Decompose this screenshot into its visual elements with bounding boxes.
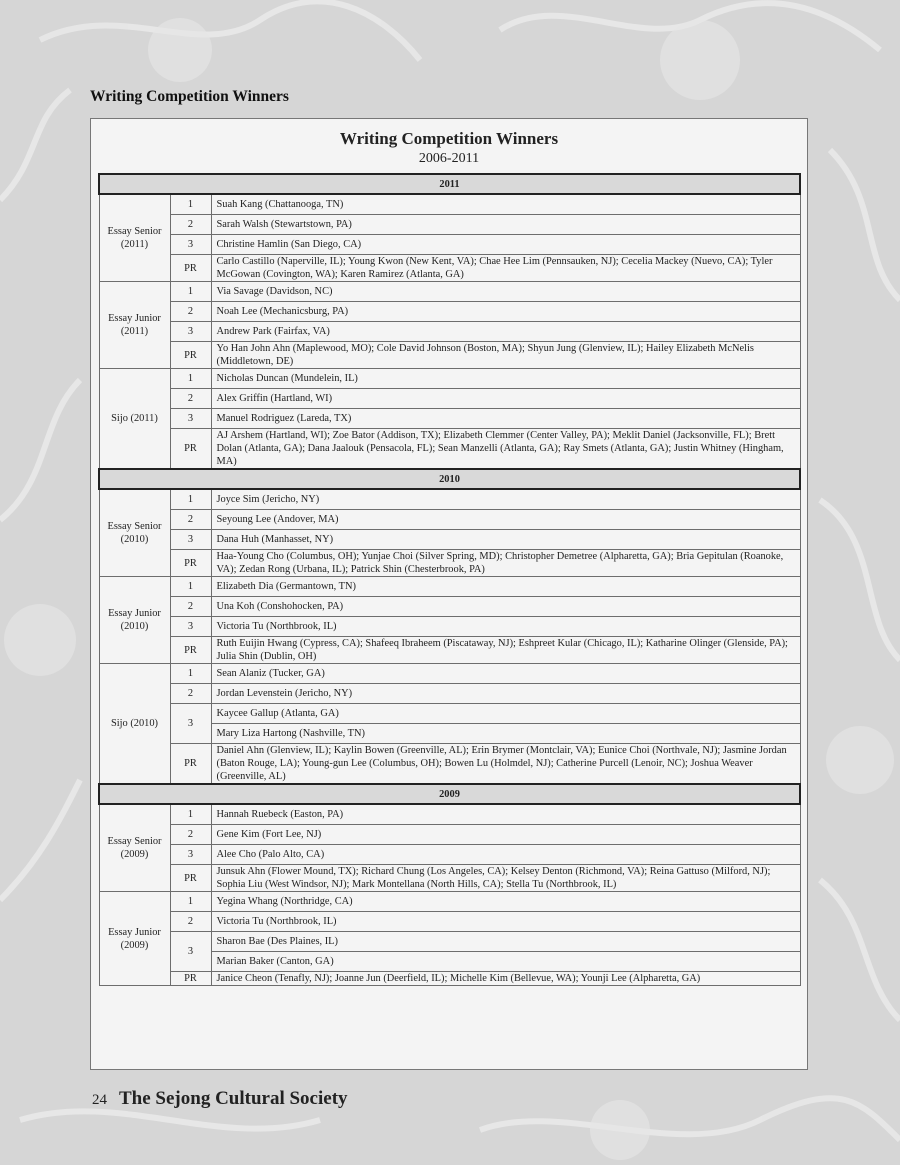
place-cell: 1	[170, 489, 211, 510]
winner-names-cell: Elizabeth Dia (Germantown, TN)	[211, 577, 800, 597]
winner-names-cell: Una Koh (Conshohocken, PA)	[211, 597, 800, 617]
winner-names-cell: Nicholas Duncan (Mundelein, IL)	[211, 369, 800, 389]
category-label: Essay Senior (2011)	[99, 194, 170, 282]
winner-names-cell: Victoria Tu (Northbrook, IL)	[211, 912, 800, 932]
winner-names-cell: Noah Lee (Mechanicsburg, PA)	[211, 302, 800, 322]
table-row	[99, 597, 800, 617]
place-cell: PR	[170, 744, 211, 785]
table-row	[99, 972, 800, 986]
place-cell: 1	[170, 577, 211, 597]
place-cell: 2	[170, 684, 211, 704]
place-cell: 2	[170, 215, 211, 235]
winner-names-cell: Daniel Ahn (Glenview, IL); Kaylin Bowen (Greenville, AL); Erin Brymer (Montclair, VA); Eunice Choi (Northvale, NJ); Jasmine Jordan (Baton Rouge, LA); Young-gun Lee (Columbus, OH); Bowen Lu (Holmdel, NJ); Catherine Purcell (Lenoir, NC); Joshua Weaver (Greenville, AL)	[211, 744, 800, 785]
place-cell: 3	[170, 235, 211, 255]
winner-names-cell: Dana Huh (Manhasset, NY)	[211, 530, 800, 550]
table-row	[99, 510, 800, 530]
place-cell: 1	[170, 664, 211, 684]
winner-names-cell: Marian Baker (Canton, GA)	[211, 952, 800, 972]
year-header-row	[99, 784, 800, 804]
place-cell: PR	[170, 429, 211, 470]
category-label: Essay Senior (2009)	[99, 804, 170, 892]
place-cell: 3	[170, 932, 211, 972]
place-cell: 3	[170, 530, 211, 550]
table-row	[99, 892, 800, 912]
winner-names-cell: Janice Cheon (Tenafly, NJ); Joanne Jun (Deerfield, IL); Michelle Kim (Bellevue, WA); Younji Lee (Alpharetta, GA)	[211, 972, 800, 986]
table-row	[99, 804, 800, 825]
place-cell: 2	[170, 302, 211, 322]
category-label: Sijo (2011)	[99, 369, 170, 470]
table-row	[99, 194, 800, 215]
winner-names-cell: Yo Han John Ahn (Maplewood, MO); Cole David Johnson (Boston, MA); Shyun Jung (Glenview, IL); Hailey Elizabeth McNelis (Middletown, DE)	[211, 342, 800, 369]
place-cell: 1	[170, 194, 211, 215]
winner-names-cell: Suah Kang (Chattanooga, TN)	[211, 194, 800, 215]
winner-names-cell: Yegina Whang (Northridge, CA)	[211, 892, 800, 912]
winner-names-cell: Alex Griffin (Hartland, WI)	[211, 389, 800, 409]
table-row	[99, 389, 800, 409]
table-row	[99, 235, 800, 255]
place-cell: 3	[170, 704, 211, 744]
place-cell: 3	[170, 617, 211, 637]
table-row	[99, 932, 800, 952]
winner-names-cell: Sarah Walsh (Stewartstown, PA)	[211, 215, 800, 235]
winner-names-cell: Hannah Ruebeck (Easton, PA)	[211, 804, 800, 825]
table-row	[99, 637, 800, 664]
winner-names-cell: Manuel Rodriguez (Lareda, TX)	[211, 409, 800, 429]
place-cell: 2	[170, 597, 211, 617]
table-row	[99, 550, 800, 577]
table-row	[99, 409, 800, 429]
winner-names-cell: AJ Arshem (Hartland, WI); Zoe Bator (Addison, TX); Elizabeth Clemmer (Center Valley, PA); Meklit Daniel (Jacksonville, FL); Brett Dolan (Atlanta, GA); Dana Jaalouk (Pensacola, FL); Sean Manzelli (Atlanta, GA); Ray Smets (Atlanta, GA); Justin Whitney (Hingham, MA)	[211, 429, 800, 470]
winner-names-cell: Jordan Levenstein (Jericho, NY)	[211, 684, 800, 704]
winner-names-cell: Joyce Sim (Jericho, NY)	[211, 489, 800, 510]
place-cell: 2	[170, 825, 211, 845]
table-row	[99, 684, 800, 704]
table-row	[99, 255, 800, 282]
winner-names-cell: Andrew Park (Fairfax, VA)	[211, 322, 800, 342]
table-row	[99, 704, 800, 724]
organization-name: The Sejong Cultural Society	[119, 1088, 348, 1109]
panel-subtitle: 2006-2011	[418, 151, 480, 166]
winner-names-cell: Carlo Castillo (Naperville, IL); Young Kwon (New Kent, VA); Chae Hee Lim (Pennsauken, NJ); Cecelia Mackey (Nuevo, CA); Tyler McGowan (Covington, WA); Karen Ramirez (Atlanta, GA)	[211, 255, 800, 282]
table-row	[99, 825, 800, 845]
panel-title: Writing Competition Winners	[339, 129, 559, 148]
table-row	[99, 302, 800, 322]
winner-names-cell: Junsuk Ahn (Flower Mound, TX); Richard Chung (Los Angeles, CA); Kelsey Denton (Richmond, VA); Reina Gattuso (Milford, NJ); Sophia Liu (West Windsor, NJ); Mark Montellana (North Hills, CA); Stella Tu (Northbrook, IL)	[211, 865, 800, 892]
table-row	[99, 282, 800, 302]
category-label: Essay Junior (2009)	[99, 892, 170, 986]
winners-table	[98, 173, 801, 986]
winners-panel	[90, 118, 808, 1070]
table-row	[99, 664, 800, 684]
winner-names-cell: Haa-Young Cho (Columbus, OH); Yunjae Choi (Silver Spring, MD); Christopher Demetree (Alpharetta, GA); Bria Gepitulan (Roanoke, VA); Zedan Rong (Urbana, IL); Patrick Shin (Chesterbrook, PA)	[211, 550, 800, 577]
year-heading: 2011	[99, 174, 800, 194]
page-footer	[92, 1088, 348, 1110]
category-label: Essay Junior (2010)	[99, 577, 170, 664]
table-row	[99, 845, 800, 865]
place-cell: 3	[170, 322, 211, 342]
page-number: 24	[92, 1092, 107, 1108]
table-row	[99, 865, 800, 892]
table-row	[99, 322, 800, 342]
winner-names-cell: Sean Alaniz (Tucker, GA)	[211, 664, 800, 684]
winner-names-cell: Sharon Bae (Des Plaines, IL)	[211, 932, 800, 952]
page-header-title: Writing Competition Winners	[90, 88, 289, 105]
year-heading: 2009	[99, 784, 800, 804]
table-row	[99, 489, 800, 510]
table-row	[99, 369, 800, 389]
place-cell: 1	[170, 282, 211, 302]
winner-names-cell: Seyoung Lee (Andover, MA)	[211, 510, 800, 530]
place-cell: 1	[170, 804, 211, 825]
year-header-row	[99, 174, 800, 194]
place-cell: 1	[170, 369, 211, 389]
winner-names-cell: Mary Liza Hartong (Nashville, TN)	[211, 724, 800, 744]
winner-names-cell: Christine Hamlin (San Diego, CA)	[211, 235, 800, 255]
table-row	[99, 429, 800, 470]
place-cell: 2	[170, 510, 211, 530]
place-cell: 3	[170, 409, 211, 429]
table-row	[99, 530, 800, 550]
table-row	[99, 744, 800, 785]
place-cell: PR	[170, 255, 211, 282]
year-header-row	[99, 469, 800, 489]
winner-names-cell: Gene Kim (Fort Lee, NJ)	[211, 825, 800, 845]
place-cell: PR	[170, 342, 211, 369]
category-label: Essay Junior (2011)	[99, 282, 170, 369]
place-cell: 3	[170, 845, 211, 865]
winner-names-cell: Alee Cho (Palo Alto, CA)	[211, 845, 800, 865]
place-cell: PR	[170, 972, 211, 986]
table-row	[99, 912, 800, 932]
table-row	[99, 577, 800, 597]
place-cell: PR	[170, 637, 211, 664]
winner-names-cell: Ruth Euijin Hwang (Cypress, CA); Shafeeq Ibraheem (Piscataway, NJ); Eshpreet Kular (Chicago, IL); Katharine Olinger (Glenside, PA); Julia Shin (Dublin, OH)	[211, 637, 800, 664]
place-cell: 1	[170, 892, 211, 912]
table-row	[99, 617, 800, 637]
category-label: Sijo (2010)	[99, 664, 170, 785]
place-cell: 2	[170, 389, 211, 409]
place-cell: PR	[170, 550, 211, 577]
table-row	[99, 342, 800, 369]
winner-names-cell: Via Savage (Davidson, NC)	[211, 282, 800, 302]
place-cell: PR	[170, 865, 211, 892]
category-label: Essay Senior (2010)	[99, 489, 170, 577]
year-heading: 2010	[99, 469, 800, 489]
table-row	[99, 215, 800, 235]
winner-names-cell: Kaycee Gallup (Atlanta, GA)	[211, 704, 800, 724]
winner-names-cell: Victoria Tu (Northbrook, IL)	[211, 617, 800, 637]
place-cell: 2	[170, 912, 211, 932]
